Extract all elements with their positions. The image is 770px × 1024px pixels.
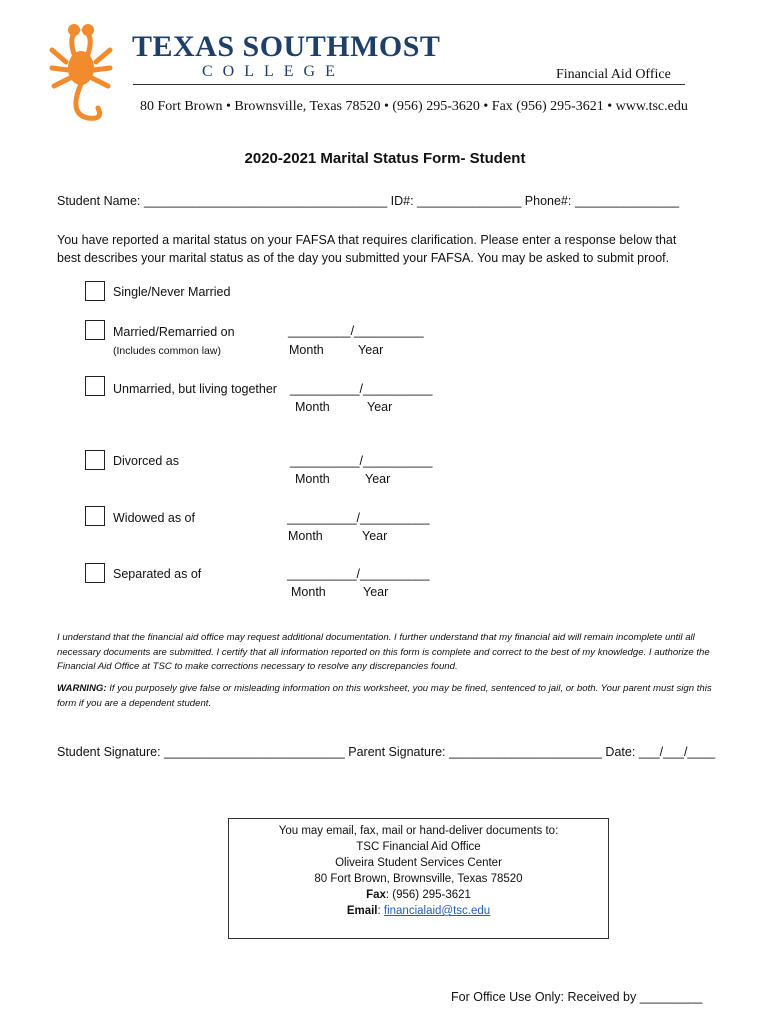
married-checkbox[interactable] <box>85 320 105 340</box>
office-use-line: For Office Use Only: Received by _________ <box>451 990 703 1004</box>
warning-body: If you purposely give false or misleading information on this worksheet, you may be fined, sentenced to jail, or both. Your parent must sign this form if you are a dependent student. <box>57 683 712 709</box>
header-rule <box>133 84 685 85</box>
college-subtitle: COLLEGE <box>202 63 345 80</box>
year-label: Year <box>367 400 393 414</box>
warning-label: WARNING: <box>57 683 107 694</box>
fax-value: : (956) 295-3621 <box>385 889 471 901</box>
contact-line-1: You may email, fax, mail or hand-deliver documents to: <box>278 825 559 837</box>
option-label-unmarried: Unmarried, but living together <box>113 382 277 396</box>
email-separator: : <box>377 905 384 917</box>
month-label: Month <box>291 585 326 599</box>
unmarried-checkbox[interactable] <box>85 376 105 396</box>
divorced-date-blank[interactable]: __________/__________ <box>290 454 433 468</box>
option-label-divorced: Divorced as <box>113 454 179 468</box>
widowed-checkbox[interactable] <box>85 506 105 526</box>
widowed-date-blank[interactable]: __________/__________ <box>287 511 430 525</box>
year-label: Year <box>363 585 389 599</box>
intro-text-1: You have reported a marital status on your FAFSA that requires clarification. Please enter a response below that <box>57 233 677 247</box>
month-label: Month <box>288 529 323 543</box>
student-info-line[interactable]: Student Name: ___________________________________ ID#: _______________ Phone#: _______________ <box>57 194 680 208</box>
signature-line[interactable]: Student Signature: __________________________ Parent Signature: ______________________ Date: ___/___/____ <box>57 745 716 759</box>
separated-date-blank[interactable]: __________/__________ <box>287 567 430 581</box>
married-date-blank[interactable]: _________/__________ <box>288 324 424 338</box>
email-link[interactable]: financialaid@tsc.edu <box>383 905 491 917</box>
option-label-widowed: Widowed as of <box>113 511 195 525</box>
college-name: TEXAS SOUTHMOST <box>132 30 441 63</box>
certification-text: I understand that the financial aid office may request additional documentation. I further understand that my financial aid will remain incomplete until all necessary documents are submitted. I certify that all information reported on this form is complete and correct to the best of my knowledge. I authorize the Financial Aid Office at TSC to make corrections necessary to resolve any discrepancies found. <box>57 632 710 672</box>
single-checkbox[interactable] <box>85 281 105 301</box>
office-name: Financial Aid Office <box>556 67 671 82</box>
form-title: 2020-2021 Marital Status Form- Student <box>244 150 526 167</box>
month-label: Month <box>295 472 330 486</box>
contact-line-2: TSC Financial Aid Office <box>356 841 481 853</box>
contact-line-4: 80 Fort Brown, Brownsville, Texas 78520 <box>314 873 523 885</box>
scorpion-logo-icon <box>46 24 116 124</box>
option-note-married: (Includes common law) <box>113 345 221 357</box>
college-address: 80 Fort Brown • Brownsville, Texas 78520 • (956) 295-3620 • Fax (956) 295-3621 • www.tsc.edu <box>140 99 688 114</box>
intro-text-2: best describes your marital status as of the day you submitted your FAFSA. You may be asked to submit proof. <box>57 251 670 265</box>
warning-text <box>57 682 717 711</box>
month-label: Month <box>289 343 324 357</box>
year-label: Year <box>365 472 391 486</box>
option-label-separated: Separated as of <box>113 567 202 581</box>
contact-line-3: Oliveira Student Services Center <box>335 857 502 869</box>
year-label: Year <box>358 343 384 357</box>
contact-email <box>228 905 609 917</box>
year-label: Year <box>362 529 388 543</box>
email-label: Email <box>346 905 378 917</box>
contact-fax <box>228 889 609 901</box>
month-label: Month <box>295 400 330 414</box>
divorced-checkbox[interactable] <box>85 450 105 470</box>
fax-label: Fax <box>366 889 386 901</box>
unmarried-date-blank[interactable]: __________/__________ <box>290 382 433 396</box>
option-label-married: Married/Remarried on <box>113 325 235 339</box>
option-label-single: Single/Never Married <box>113 285 231 299</box>
separated-checkbox[interactable] <box>85 563 105 583</box>
